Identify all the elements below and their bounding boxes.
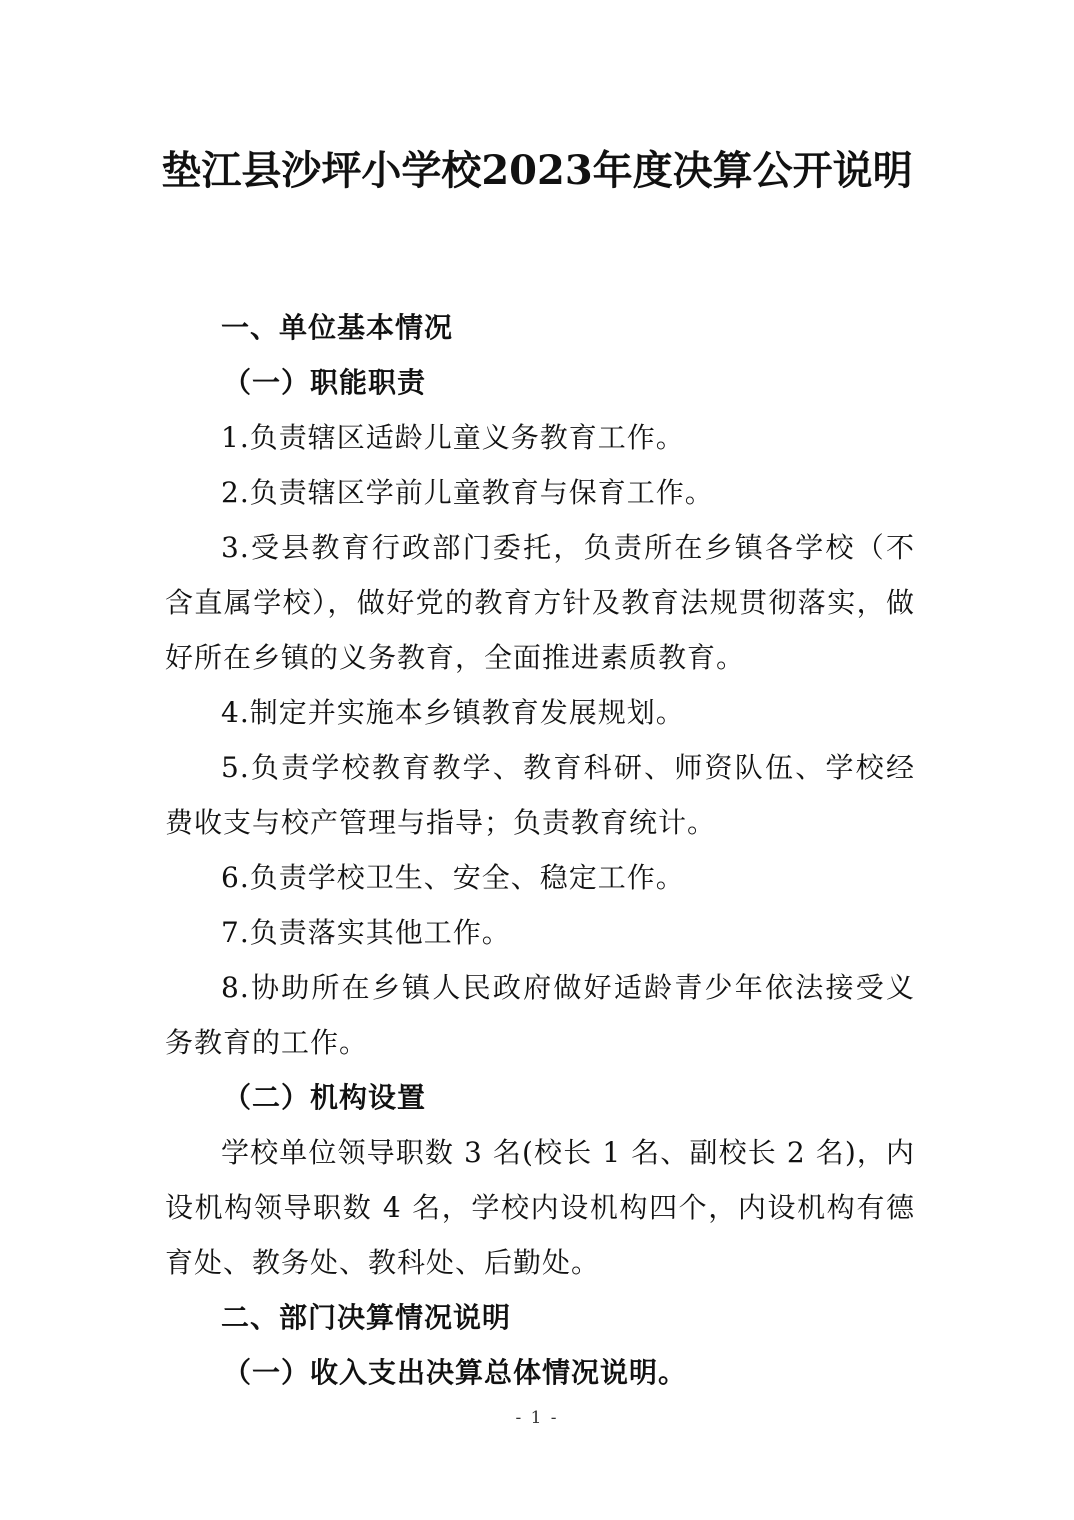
duty-item-7: 7.负责落实其他工作。	[221, 916, 511, 949]
subsection-heading-duties: （一）职能职责	[223, 366, 427, 399]
duty-item-5: 5.负责学校教育教学、教育科研、师资队伍、学校经费收支与校产管理与指导；负责教育统计。	[165, 751, 915, 839]
duty-item-1: 1.负责辖区适龄儿童义务教育工作。	[221, 421, 685, 454]
section-heading-2: 二、部门决算情况说明	[221, 1301, 512, 1334]
duty-item-3: 3.受县教育行政部门委托，负责所在乡镇各学校（不含直属学校），做好党的教育方针及教育法规贯彻落实，做好所在乡镇的义务教育，全面推进素质教育。	[165, 531, 915, 674]
duty-item-8: 8.协助所在乡镇人民政府做好适龄青少年依法接受义务教育的工作。	[165, 971, 915, 1059]
document-title: 垫江县沙坪小学校2023年度决算公开说明	[161, 147, 913, 194]
page-number: - 1 -	[515, 1408, 559, 1428]
duty-item-2: 2.负责辖区学前儿童教育与保育工作。	[221, 476, 714, 509]
duty-item-6: 6.负责学校卫生、安全、稳定工作。	[221, 861, 685, 894]
duty-item-4: 4.制定并实施本乡镇教育发展规划。	[221, 696, 685, 729]
subsection-heading-organization: （二）机构设置	[223, 1081, 427, 1114]
section-heading-1: 一、单位基本情况	[221, 311, 454, 344]
document-body	[165, 300, 915, 1400]
subsection-heading-income-expense: （一）收入支出决算总体情况说明。	[223, 1356, 688, 1389]
organization-paragraph: 学校单位领导职数 3 名(校长 1 名、副校长 2 名)，内设机构领导职数 4 名，学校内设机构四个，内设机构有德育处、教务处、教科处、后勤处。	[165, 1136, 915, 1279]
